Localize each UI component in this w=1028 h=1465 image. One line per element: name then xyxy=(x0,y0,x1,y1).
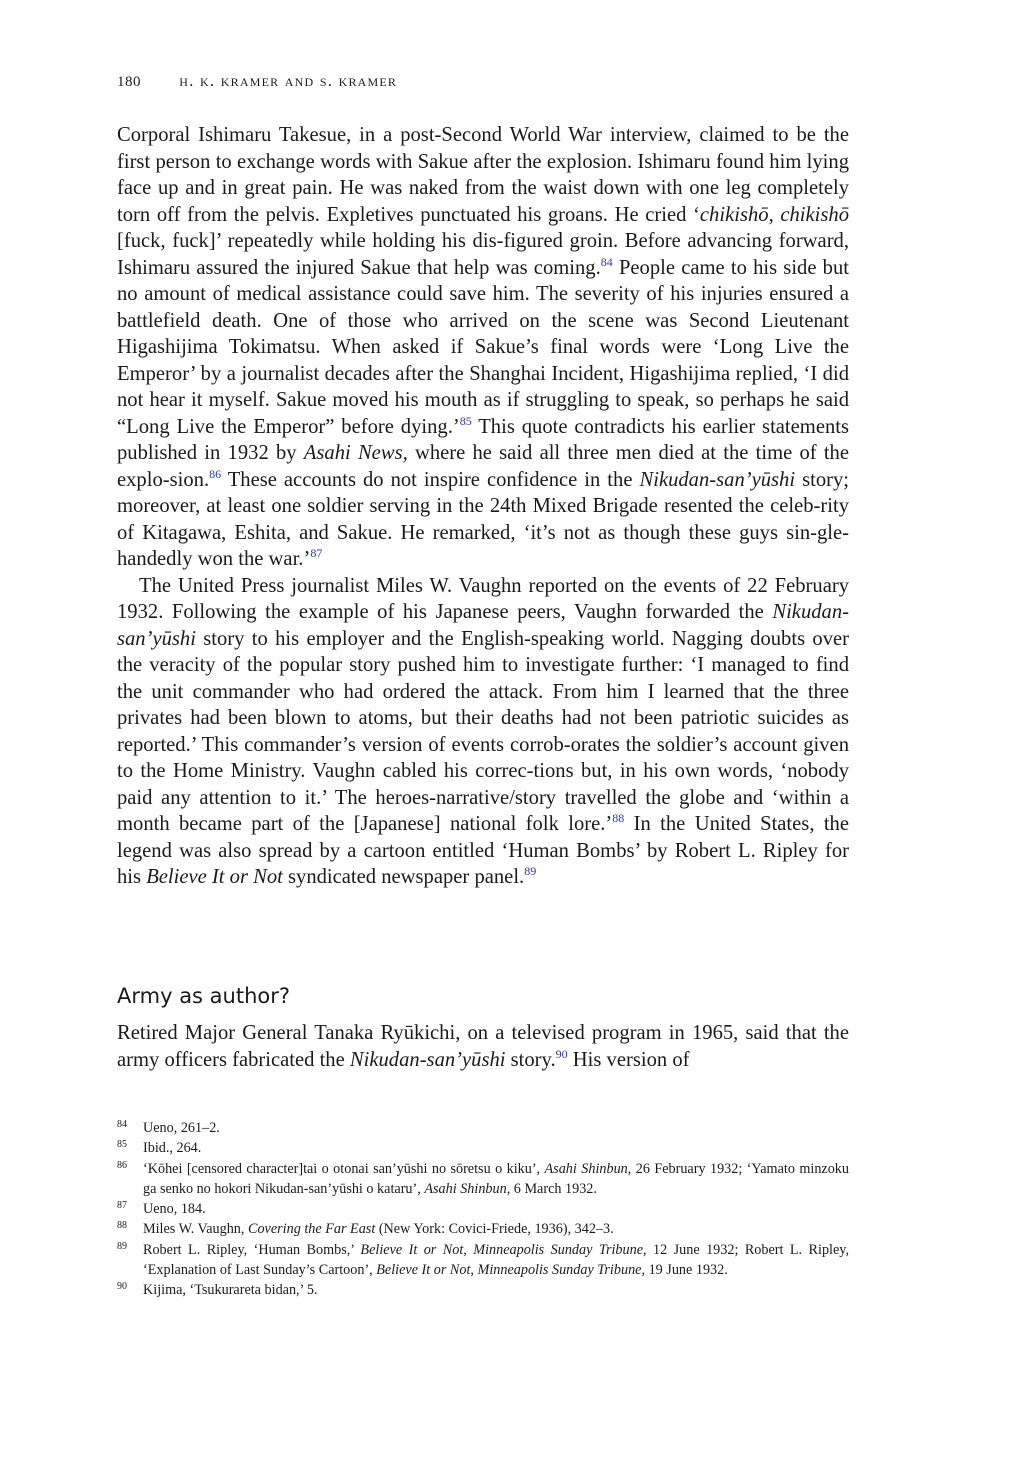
italic-term: chikishō xyxy=(780,203,850,226)
footnote-87 xyxy=(117,1199,849,1219)
italic-term: Believe It or Not xyxy=(146,866,283,888)
footnote-text: Ibid., 264. xyxy=(143,1140,202,1157)
footnote-text: Ueno, 184. xyxy=(143,1201,206,1218)
running-head xyxy=(117,71,397,91)
text-run: story to his employer and the English-speaking world. Nagging doubts over the veracity of the popular story pushed him to investigate further: ‘I managed to find the unit commander who had ordered the attack. From him I learned that the three privates had been blown to atoms, but their deaths had not been patriotic suicides as reported.’ This commander’s version of events corrob-orates the soldier’s account given to the Home Ministry. Vaughn cabled his correc-tions but, in his own words, ‘nobody paid any attention to it.’ The heroes-narrative/story travelled the globe and ‘within a month became part of the [Japanese] national folk lore.’ xyxy=(117,627,849,835)
running-head-authors: h. k. kramer and s. kramer xyxy=(179,71,398,90)
text-run: These accounts do not inspire confidence in the xyxy=(221,468,640,491)
footnote-ref-85[interactable]: 85 xyxy=(459,413,472,428)
footnote-85 xyxy=(117,1138,849,1158)
footnote-text: Kijima, ‘Tsukurareta bidan,’ 5. xyxy=(143,1282,318,1299)
paragraph-2 xyxy=(117,573,849,891)
paragraph-3 xyxy=(117,1020,849,1073)
footnote-number: 86 xyxy=(117,1159,127,1171)
text-run: story. xyxy=(505,1048,556,1071)
footnote-italic: Asahi Shinbun xyxy=(424,1180,507,1197)
footnote-86 xyxy=(117,1159,849,1200)
footnote-89 xyxy=(117,1240,849,1281)
body-text xyxy=(117,122,849,891)
footnote-text: , 26 February 1932; ‘Yamato minzoku ga senko no hokori Nikudan-san’yūshi o kataru’, xyxy=(143,1160,849,1197)
footnote-84 xyxy=(117,1118,849,1138)
footnote-ref-88[interactable]: 88 xyxy=(612,811,625,825)
footnote-number: 87 xyxy=(117,1200,127,1212)
text-run: Retired Major General Tanaka Ryūkichi, on a televised program in 1965, said that the army officers fabricated the xyxy=(117,1022,849,1071)
footnote-text: Miles W. Vaughn, xyxy=(143,1221,248,1238)
text-run: People came to his side but no amount of medical assistance could save him. The severity of his injuries ensured a battlefield death. One of those who arrived on the scene was Second Lieutenant Higashijima Tokimatsu. When asked if Sakue’s final words were ‘Long Live the Emperor’ by a journalist decades after the Shanghai Incident, Higashijima replied, ‘I did not hear it myself. Sakue moved his mouth as if struggling to speak, so perhaps he said “Long Live the Emperor” before dying.’ xyxy=(117,256,850,438)
footnote-ref-87[interactable]: 87 xyxy=(310,546,323,560)
italic-term: Nikudan-san’yūshi xyxy=(117,601,849,650)
text-run: where he said all three men died at the time of the explo-sion. xyxy=(117,442,849,491)
footnotes xyxy=(117,1118,849,1301)
footnote-ref-90[interactable]: 90 xyxy=(555,1046,568,1061)
footnote-number: 84 xyxy=(117,1119,127,1130)
footnote-number: 88 xyxy=(117,1220,127,1232)
italic-term: Nikudan-san’yūshi xyxy=(349,1048,506,1071)
footnote-text: ‘Kōhei [censored character]tai o otonai san’yūshi no sōretsu o kiku’, xyxy=(143,1160,545,1177)
footnote-text: , 19 June 1932. xyxy=(641,1262,728,1279)
text-run: [fuck, fuck]’ repeatedly while holding his dis-figured groin. Before advancing forward, Ishimaru assured the injured Sakue that help was coming. xyxy=(117,230,849,279)
footnote-italic: Believe It or Not, Minneapolis Sunday Tribune xyxy=(360,1241,643,1258)
footnote-text: , 12 June 1932; Robert L. Ripley, ‘Explanation of Last Sunday’s Cartoon’, xyxy=(143,1241,849,1279)
footnote-ref-84[interactable]: 84 xyxy=(600,254,613,269)
footnote-text: , 6 March 1932. xyxy=(506,1180,597,1197)
text-run: The United Press journalist Miles W. Vaughn reported on the events of 22 February 1932. Following the example of his Japanese peers, Vaughn forwarded the xyxy=(117,574,849,623)
footnote-90 xyxy=(117,1280,849,1300)
text-run: story; moreover, at least one soldier serving in the 24th Mixed Brigade resented the celeb-rity of Kitagawa, Eshita, and Sakue. He remarked, ‘it’s not as though these guys sin-gle-handedly won the war.’ xyxy=(117,468,849,570)
footnote-ref-86[interactable]: 86 xyxy=(209,466,222,481)
italic-term: chikishō xyxy=(699,203,769,226)
footnote-number: 90 xyxy=(117,1281,127,1293)
footnote-italic: Covering the Far East xyxy=(247,1221,376,1238)
footnote-text: Robert L. Ripley, ‘Human Bombs,’ xyxy=(143,1241,361,1258)
paragraph-1 xyxy=(117,122,849,573)
footnote-italic: Believe It or Not, Minneapolis Sunday Tribune xyxy=(376,1262,642,1279)
footnote-italic: Asahi Shinbun xyxy=(544,1160,628,1177)
footnote-text: (New York: Covici-Friede, 1936), 342–3. xyxy=(375,1221,614,1238)
text-run: Corporal Ishimaru Takesue, in a post-Second World War interview, claimed to be the first person to exchange words with Sakue after the explosion. Ishimaru found him lying face up and in great pain. He was naked from the waist down with one leg completely torn off from the pelvis. Expletives punctuated his groans. He cried ‘ xyxy=(117,124,849,226)
text-run: syndicated newspaper panel. xyxy=(282,866,525,888)
text-run: In the United States, the legend was also spread by a cartoon entitled ‘Human Bombs’ by Robert L. Ripley for his xyxy=(117,813,849,888)
footnote-88 xyxy=(117,1219,849,1239)
text-run: , xyxy=(768,203,781,226)
footnote-number: 85 xyxy=(117,1139,127,1151)
italic-term: Asahi News, xyxy=(303,442,408,464)
body-text-section xyxy=(117,1020,849,1073)
page-number: 180 xyxy=(117,74,141,90)
footnote-text: Ueno, 261–2. xyxy=(143,1120,220,1136)
text-run: This quote contradicts his earlier statements published in 1932 by xyxy=(117,415,849,464)
footnote-number: 89 xyxy=(117,1240,127,1252)
footnote-ref-89[interactable]: 89 xyxy=(524,864,537,878)
section-heading: Army as author? xyxy=(117,984,291,1008)
italic-term: Nikudan-san’yūshi xyxy=(639,468,796,491)
text-run: His version of xyxy=(567,1048,690,1071)
